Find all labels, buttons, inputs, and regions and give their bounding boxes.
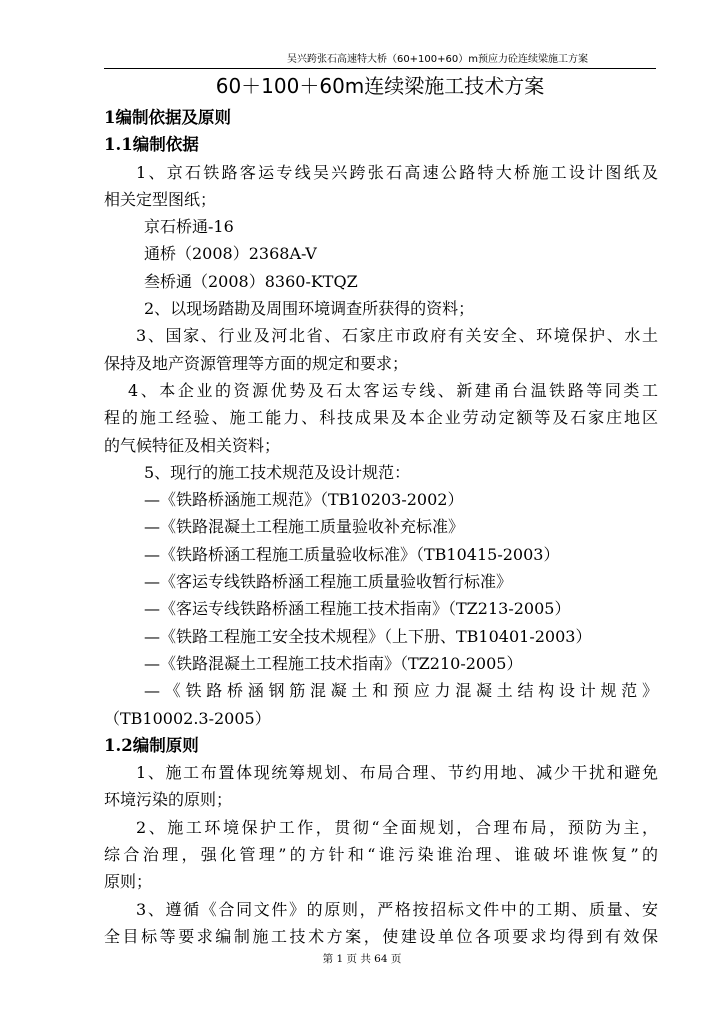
document-title: 60＋100＋60m连续梁施工技术方案 [215, 74, 545, 98]
document-body [104, 104, 658, 950]
reference-item: 京石桥通-16 [144, 217, 234, 237]
standard-item: —《铁路工程施工安全技术规程》（上下册、TB10401-2003） [144, 626, 592, 646]
paragraph-line: 程的施工经验、施工能力、科技成果及本企业劳动定额等及石家庄地区 [104, 408, 658, 428]
paragraph-line: 全目标等要求编制施工技术方案，使建设单位各项要求均得到有效保 [104, 926, 658, 946]
paragraph-line: 5、现行的施工技术规范及设计规范： [144, 462, 411, 482]
paragraph-line: 3、遵循《合同文件》的原则，严格按招标文件中的工期、质量、安 [136, 899, 658, 919]
standard-item-code: （TB10002.3-2005） [104, 708, 271, 728]
paragraph-line: 的气候特征及相关资料； [104, 435, 281, 455]
paragraph-line: 1、施工布置体现统筹规划、布局合理、节约用地、减少干扰和避免 [136, 763, 658, 783]
standard-item: —《铁路桥涵工程施工质量验收标准》（TB10415-2003） [144, 544, 560, 564]
paragraph-line: 环境污染的原则； [104, 790, 233, 810]
section-heading-1: 1编制依据及原则 [104, 108, 231, 127]
reference-item: 叁桥通（2008）8360-KTQZ [144, 271, 358, 291]
paragraph-line: 相关定型图纸； [104, 189, 217, 209]
standard-item: —《铁路桥涵施工规范》（TB10203-2002） [144, 490, 464, 510]
standard-item: —《客运专线铁路桥涵工程施工质量验收暂行标准》 [144, 572, 513, 592]
header-text: 吴兴跨张石高速特大桥（60+100+60）m预应力砼连续梁施工方案 [286, 54, 588, 65]
reference-item: 通桥（2008）2368A-V [144, 244, 317, 264]
standard-item: —《客运专线铁路桥涵工程施工技术指南》（TZ213-2005） [144, 599, 571, 619]
paragraph-line: 4、本企业的资源优势及石太客运专线、新建甬台温铁路等同类工 [128, 380, 658, 400]
page-footer: 第 1 页 共 64 页 [322, 953, 402, 965]
standard-item: —《铁路桥涵钢筋混凝土和预应力混凝土结构设计规范》 [144, 681, 658, 701]
paragraph-line: 3、国家、行业及河北省、石家庄市政府有关安全、环境保护、水土 [136, 326, 658, 346]
paragraph-line: 原则； [104, 872, 153, 892]
standard-item: —《铁路混凝土工程施工技术指南》（TZ210-2005） [144, 653, 523, 673]
paragraph-line: 保持及地产资源管理等方面的规定和要求； [104, 353, 409, 373]
paragraph-line: 2、以现场踏勘及周围环境调查所获得的资料； [144, 299, 475, 319]
paragraph-line: 综合治理，强化管理”的方针和“谁污染谁治理、谁破坏谁恢复”的 [104, 845, 658, 865]
paragraph-line: 1、京石铁路客运专线吴兴跨张石高速公路特大桥施工设计图纸及 [136, 162, 658, 182]
paragraph-line: 2、施工环境保护工作，贯彻“全面规划，合理布局，预防为主， [136, 817, 658, 837]
section-heading-1-2: 1.2编制原则 [104, 735, 199, 755]
standard-item: —《铁路混凝土工程施工质量验收补充标准》 [144, 517, 465, 537]
section-heading-1-1: 1.1编制依据 [104, 135, 199, 155]
page-header [104, 48, 656, 69]
